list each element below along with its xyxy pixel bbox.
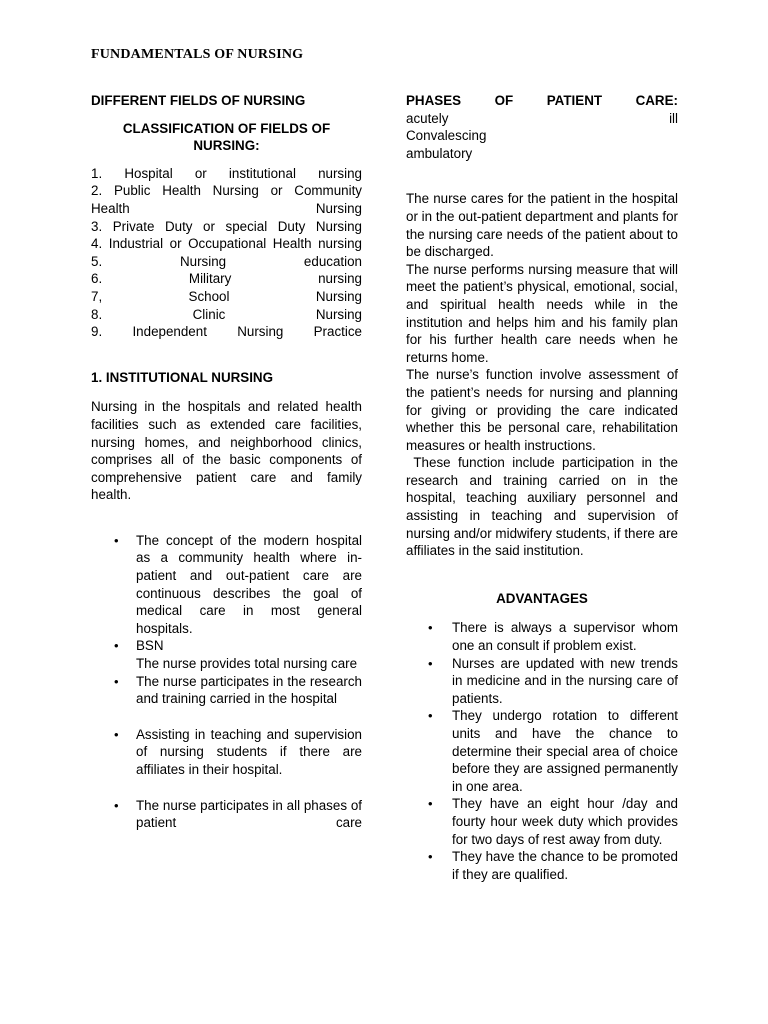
list-item: • Nurses are updated with new trends in medicine and in the nursing care of patients.: [406, 655, 678, 708]
field-item: 8. Clinic Nursing: [91, 306, 362, 322]
list-item: • The nurse participates in all phases of patient care: [91, 797, 362, 832]
list-item: • The nurse participates in the research and training carried in the hospital: [91, 673, 362, 708]
phase-item: ambulatory: [406, 145, 473, 161]
left-column: [91, 92, 362, 832]
field-item: 2. Public Health Nursing or Community: [91, 183, 362, 199]
field-item: 3. Private Duty or special Duty Nursing: [91, 218, 362, 234]
field-item: 5. Nursing education: [91, 253, 362, 269]
list-item: • They undergo rotation to different units and have the chance to determine their special area of choice before they are assigned permanently in one area.: [406, 707, 678, 795]
nurse-paragraph: These function include participation in the research and training carried on in the hospital, teaching auxiliary personnel and assisting in teaching and supervision of nursing and/or midwifery students, if there are affiliates in the said institution.: [406, 455, 682, 559]
list-item: • Assisting in teaching and supervision of nursing students if there are affiliates in their hospital.: [91, 726, 362, 779]
list-item: • They have the chance to be promoted if they are qualified.: [406, 848, 678, 883]
phase-item: Convalescing: [406, 128, 487, 144]
phases-heading: PHASES OF PATIENT CARE:: [406, 93, 678, 108]
list-item-text: The nurse provides total nursing care: [136, 656, 358, 672]
field-item: 6. Military nursing: [91, 271, 362, 287]
fields-heading: DIFFERENT FIELDS OF NURSING: [91, 93, 306, 108]
advantages-heading: ADVANTAGES: [496, 590, 588, 606]
phase-item: acutely ill: [406, 110, 678, 126]
list-item: • BSN: [91, 637, 362, 655]
institutional-bullets: [91, 532, 362, 832]
list-item: • They have an eight hour /day and fourty hour week duty which provides for two days of rest away from duty.: [406, 795, 678, 848]
document-title: FUNDAMENTALS OF NURSING: [91, 47, 304, 62]
advantages-list: [406, 619, 678, 883]
field-item: 7, School Nursing: [91, 288, 362, 304]
field-item: 1. Hospital or institutional nursing: [91, 165, 362, 181]
institutional-intro: Nursing in the hospitals and related health facilities such as extended care facilities, nursing homes, and neighborhood clinics, comprises all of the basic components of comprehensive patient care and family health.: [91, 399, 362, 503]
nurse-paragraph: The nurse’s function involve assessment of the patient’s needs for nursing and planning for giving or providing the care indicated whether this be personal care, rehabilitation measures or health instructions.: [406, 367, 678, 453]
list-item: • There is always a supervisor whom one an consult if problem exist.: [406, 619, 678, 654]
fields-list: [91, 165, 362, 341]
list-item-noblt: [91, 655, 362, 673]
right-column: [406, 92, 682, 883]
nurse-paragraph: The nurse cares for the patient in the hospital or in the out-patient department and plants for the nursing care needs of the patient about to be discharged.: [406, 191, 678, 260]
list-item: • The concept of the modern hospital as a community health where in-patient and out-patient care are continuous describes the goal of medical care in most general hospitals.: [91, 532, 362, 638]
nurse-paragraph: The nurse performs nursing measure that will meet the patient’s physical, emotional, social, and spiritual health needs while in the institution and helps him and his family plan for his further health care needs when he returns home.: [406, 261, 678, 365]
institutional-nursing-heading: 1. INSTITUTIONAL NURSING: [91, 369, 274, 385]
classification-heading: CLASSIFICATION OF FIELDS OF NURSING:: [122, 120, 331, 154]
field-item: 4. Industrial or Occupational Health nursing: [91, 236, 362, 252]
field-item: Health Nursing: [91, 200, 362, 216]
field-item: 9. Independent Nursing Practice: [91, 324, 362, 340]
